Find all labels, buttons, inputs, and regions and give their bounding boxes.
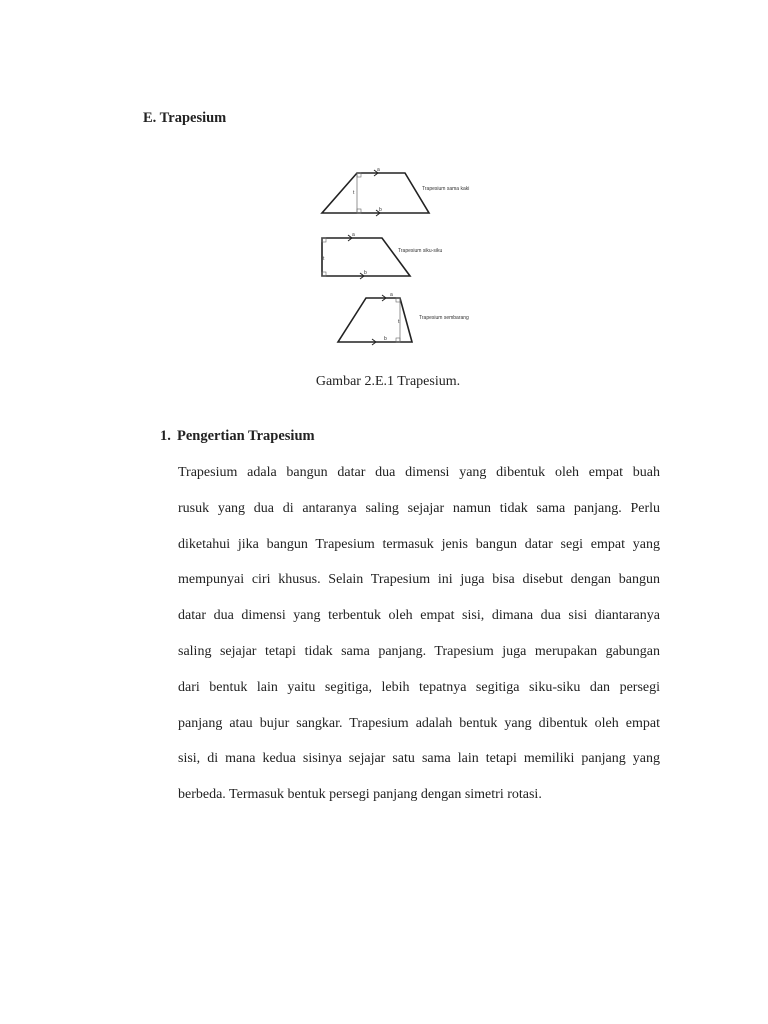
- paragraph-line: rusuk yang dua di antaranya saling sejajar namun tidak sama panjang. Perlu: [178, 500, 660, 516]
- subsection-heading: [160, 428, 315, 445]
- isosceles-side-b-label: b: [379, 207, 382, 213]
- right-side-b-label: b: [364, 270, 367, 276]
- right-name-label: Trapesium siku-siku: [398, 248, 443, 254]
- subsection-number: 1.: [160, 428, 171, 444]
- trapezoid-figure: [312, 160, 488, 350]
- paragraph-line: berbeda. Termasuk bentuk persegi panjang dengan simetri rotasi.: [178, 787, 542, 803]
- isosceles-name-label: Trapesium sama kaki: [422, 186, 470, 192]
- scalene-side-b-label: b: [384, 336, 387, 342]
- isosceles-trapezoid: [322, 167, 469, 216]
- scalene-trapezoid: [338, 292, 469, 345]
- isosceles-side-a-label: a: [377, 167, 380, 173]
- paragraph-line: mempunyai ciri khusus. Selain Trapesium ini juga bisa disebut dengan bangun: [178, 572, 660, 588]
- paragraph-line: Trapesium adala bangun datar dua dimensi yang dibentuk oleh empat buah: [178, 465, 660, 480]
- paragraph-line: saling sejajar tetapi tidak sama panjang. Trapesium juga merupakan gabungan: [178, 643, 660, 659]
- section-title: E. Trapesium: [143, 110, 227, 126]
- paragraph-line: panjang atau bujur sangkar. Trapesium adalah bentuk yang dibentuk oleh empat: [178, 715, 660, 731]
- isosceles-height-label: t: [353, 190, 355, 196]
- right-height-label: t: [323, 256, 325, 262]
- paragraph-line: sisi, di mana kedua sisinya sejajar satu sama lain tetapi memiliki panjang yang: [178, 751, 660, 767]
- right-side-a-label: a: [352, 232, 355, 238]
- paragraph-line: datar dua dimensi yang terbentuk oleh empat sisi, dimana dua sisi diantaranya: [178, 608, 660, 624]
- trapezoid-diagram: [312, 160, 488, 350]
- scalene-height-label: t: [398, 319, 400, 325]
- scalene-side-a-label: a: [390, 292, 393, 298]
- right-trapezoid: [322, 232, 442, 279]
- scalene-name-label: Trapesium sembarang: [419, 315, 469, 321]
- body-paragraph: [178, 455, 660, 813]
- figure-caption: Gambar 2.E.1 Trapesium.: [315, 374, 461, 389]
- paragraph-line: dari bentuk lain yaitu segitiga, lebih tepatnya segitiga siku-siku dan persegi: [178, 679, 660, 695]
- subsection-title: Pengertian Trapesium: [177, 428, 315, 444]
- paragraph-line: diketahui jika bangun Trapesium termasuk jenis bangun datar segi empat yang: [178, 536, 660, 552]
